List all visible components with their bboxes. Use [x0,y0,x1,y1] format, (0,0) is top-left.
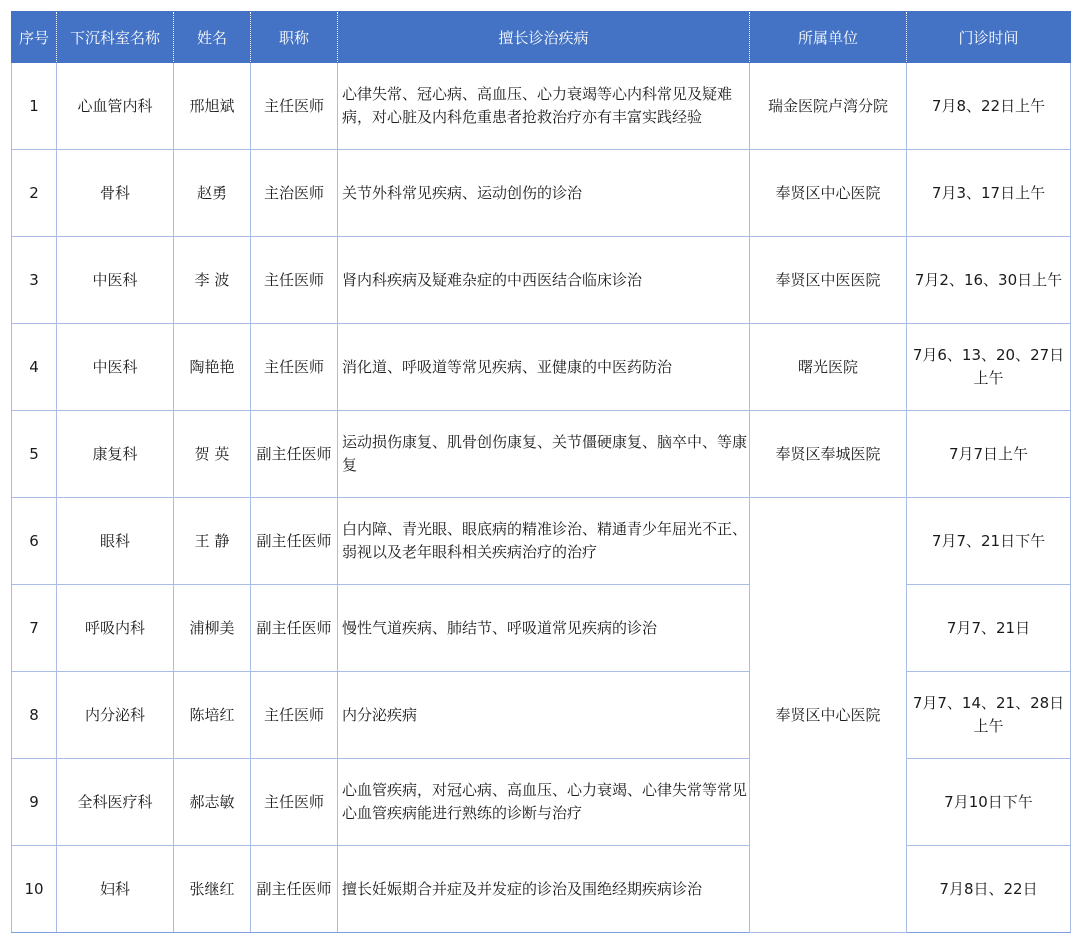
header-name: 姓名 [174,12,251,63]
cell-dept: 心血管内科 [57,63,174,150]
table-row [12,324,1071,411]
cell-specialty: 运动损伤康复、肌骨创伤康复、关节僵硬康复、脑卒中、等康复 [338,411,750,498]
cell-dept: 中医科 [57,237,174,324]
cell-specialty: 白内障、青光眼、眼底病的精准诊治、精通青少年屈光不正、弱视以及老年眼科相关疾病治疗的治疗 [338,498,750,585]
header-unit: 所属单位 [750,12,907,63]
cell-no: 7 [12,585,57,672]
cell-title: 副主任医师 [251,846,338,933]
header-dept: 下沉科室名称 [57,12,174,63]
cell-specialty: 慢性气道疾病、肺结节、呼吸道常见疾病的诊治 [338,585,750,672]
header-row [12,12,1071,63]
cell-dept: 内分泌科 [57,672,174,759]
cell-no: 8 [12,672,57,759]
cell-dept: 全科医疗科 [57,759,174,846]
cell-no: 4 [12,324,57,411]
header-title: 职称 [251,12,338,63]
cell-name: 陈培红 [174,672,251,759]
cell-specialty: 肾内科疾病及疑难杂症的中西医结合临床诊治 [338,237,750,324]
cell-unit: 奉贤区中医医院 [750,237,907,324]
table-row [12,411,1071,498]
cell-time: 7月6、13、20、27日上午 [907,324,1071,411]
cell-name: 赵勇 [174,150,251,237]
cell-no: 6 [12,498,57,585]
cell-specialty: 关节外科常见疾病、运动创伤的诊治 [338,150,750,237]
table-row [12,237,1071,324]
cell-title: 主任医师 [251,672,338,759]
cell-time: 7月3、17日上午 [907,150,1071,237]
cell-time: 7月10日下午 [907,759,1071,846]
header-specialty: 擅长诊治疾病 [338,12,750,63]
table-row [12,846,1071,933]
cell-title: 主治医师 [251,150,338,237]
cell-no: 2 [12,150,57,237]
cell-specialty: 心律失常、冠心病、高血压、心力衰竭等心内科常见及疑难病，对心脏及内科危重患者抢救治疗亦有丰富实践经验 [338,63,750,150]
cell-title: 主任医师 [251,237,338,324]
table-row [12,63,1071,150]
cell-title: 副主任医师 [251,411,338,498]
cell-specialty: 心血管疾病，对冠心病、高血压、心力衰竭、心律失常等常见心血管疾病能进行熟练的诊断与治疗 [338,759,750,846]
cell-specialty: 擅长妊娠期合并症及并发症的诊治及围绝经期疾病诊治 [338,846,750,933]
cell-dept: 中医科 [57,324,174,411]
header-time: 门诊时间 [907,12,1071,63]
cell-time: 7月2、16、30日上午 [907,237,1071,324]
cell-specialty: 内分泌疾病 [338,672,750,759]
cell-time: 7月7日上午 [907,411,1071,498]
cell-unit: 曙光医院 [750,324,907,411]
cell-time: 7月8日、22日 [907,846,1071,933]
cell-specialty: 消化道、呼吸道等常见疾病、亚健康的中医药防治 [338,324,750,411]
cell-dept: 康复科 [57,411,174,498]
cell-dept: 骨科 [57,150,174,237]
cell-title: 副主任医师 [251,498,338,585]
cell-name: 王 静 [174,498,251,585]
cell-time: 7月7、21日 [907,585,1071,672]
cell-name: 邢旭斌 [174,63,251,150]
cell-time: 7月8、22日上午 [907,63,1071,150]
cell-dept: 眼科 [57,498,174,585]
cell-name: 张继红 [174,846,251,933]
cell-title: 副主任医师 [251,585,338,672]
cell-name: 贺 英 [174,411,251,498]
cell-name: 陶艳艳 [174,324,251,411]
cell-title: 主任医师 [251,324,338,411]
header-no: 序号 [12,12,57,63]
cell-unit: 瑞金医院卢湾分院 [750,63,907,150]
cell-unit: 奉贤区奉城医院 [750,411,907,498]
cell-time: 7月7、14、21、28日上午 [907,672,1071,759]
clinic-schedule-table [11,11,1071,933]
table-row [12,498,1071,585]
cell-no: 3 [12,237,57,324]
cell-no: 1 [12,63,57,150]
cell-unit-merged: 奉贤区中心医院 [750,498,907,933]
table-row [12,150,1071,237]
table-row [12,585,1071,672]
table-row [12,759,1071,846]
cell-no: 5 [12,411,57,498]
cell-name: 李 波 [174,237,251,324]
cell-unit: 奉贤区中心医院 [750,150,907,237]
cell-name: 郝志敏 [174,759,251,846]
cell-name: 浦柳美 [174,585,251,672]
cell-time: 7月7、21日下午 [907,498,1071,585]
cell-dept: 妇科 [57,846,174,933]
cell-no: 10 [12,846,57,933]
cell-no: 9 [12,759,57,846]
cell-dept: 呼吸内科 [57,585,174,672]
cell-title: 主任医师 [251,63,338,150]
table-row [12,672,1071,759]
cell-title: 主任医师 [251,759,338,846]
